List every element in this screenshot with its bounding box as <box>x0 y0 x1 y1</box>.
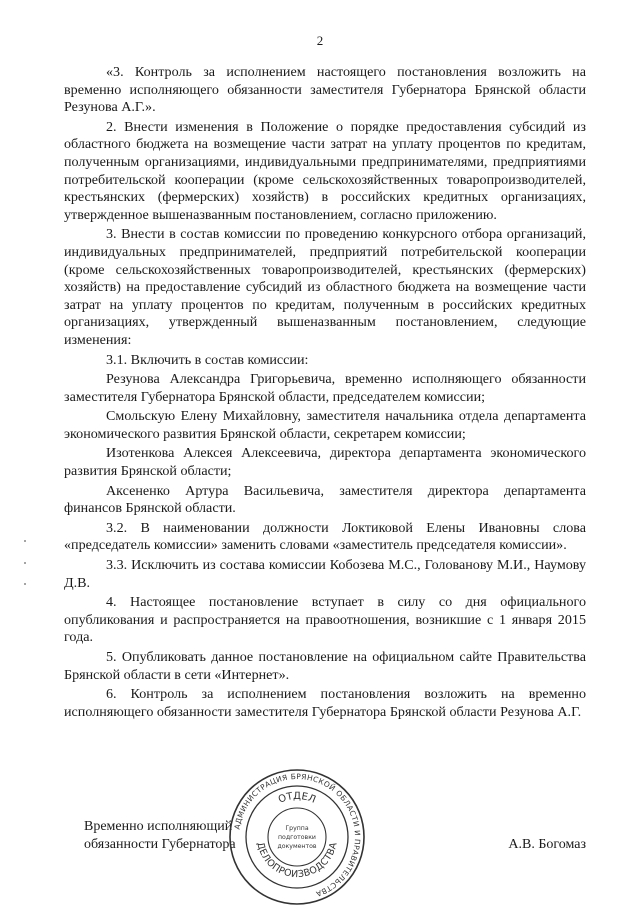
paragraph: 5. Опубликовать данное постановление на официальном сайте Правительства Брянской области в сети «Интернет». <box>64 649 586 683</box>
paragraph: 6. Контроль за исполнением постановления возложить на временно исполняющего обязанности заместителя Губернатора Брянской области Резунова А.Г. <box>64 686 586 720</box>
stamp-center-line: Группа <box>285 825 309 832</box>
margin-mark <box>24 583 26 585</box>
paragraph: 3.3. Исключить из состава комиссии Кобозева М.С., Голованову М.И., Наумову Д.В. <box>64 557 586 591</box>
page-number: 2 <box>316 33 324 48</box>
paragraph: «3. Контроль за исполнением настоящего постановления возложить на временно исполняющего обязанности заместителя Губернатора Брянской области Резунова А.Г.». <box>64 64 586 116</box>
stamp-department-text: ОТДЕЛ <box>276 790 318 806</box>
margin-mark <box>24 562 26 564</box>
paragraph: Аксененко Артура Васильевича, заместителя директора департамента финансов Брянской области. <box>64 482 586 517</box>
signatory-title: Временно исполняющий обязанности Губернатора <box>84 819 236 852</box>
paragraph: 3.1. Включить в состав комиссии: <box>106 351 309 368</box>
stamp-center-line: подготовки <box>278 834 316 841</box>
official-stamp-icon <box>226 766 368 908</box>
paragraph: 3.2. В наименовании должности Локтиковой Елены Ивановны слова «председатель комиссии» заменить словами «заместитель председателя комиссии». <box>64 519 586 554</box>
document-body <box>64 64 586 721</box>
paragraph: Изотенкова Алексея Алексеевича, директора департамента экономического развития Брянской области; <box>64 445 586 480</box>
paragraph: Резунова Александра Григорьевича, временно исполняющего обязанности заместителя Губернатора Брянской области, председателем комиссии; <box>64 371 586 405</box>
signatory-name: А.В. Богомаз <box>508 837 586 852</box>
paragraph: Смольскую Елену Михайловну, заместителя начальника отдела департамента экономического развития Брянской области, секретарем комиссии; <box>64 408 586 442</box>
paragraph: 4. Настоящее постановление вступает в силу со дня официального опубликования и распространяется на правоотношения, возникшие с 1 января 2015 года. <box>64 594 586 646</box>
margin-mark <box>24 540 26 542</box>
stamp-outer-ring-text: АДМИНИСТРАЦИЯ БРЯНСКОЙ ОБЛАСТИ И ПРАВИТЕЛЬСТВА <box>232 771 363 899</box>
stamp-division-text: ДЕЛОПРОИЗВОДСТВА <box>254 841 340 881</box>
stamp-center-line: документов <box>277 843 317 850</box>
paragraph: 3. Внести в состав комиссии по проведению конкурсного отбора организаций, индивидуальных предпринимателей, предприятий потребительской кооперации (кроме сельскохозяйственных товаропроизводителей, крестьянских (фермерских) хозяйств) на предоставление субсидий из областного бюджета на возмещение части затрат на уплату процентов по кредитам, полученным в российских кредитных организациях, утвержденный вышеназванным постановлением, следующие изменения: <box>64 226 586 348</box>
paragraph: 2. Внести изменения в Положение о порядке предоставления субсидий из областного бюджета на возмещение части затрат на уплату процентов по кредитам, полученным организациями, индивидуальными предпринимателями, предприятиями потребительской кооперации (кроме сельскохозяйственных товаропроизводителей, крестьянских (фермерских) хозяйств) в российских кредитных организациях, утвержденное вышеназванным постановлением, согласно приложению. <box>64 118 586 223</box>
